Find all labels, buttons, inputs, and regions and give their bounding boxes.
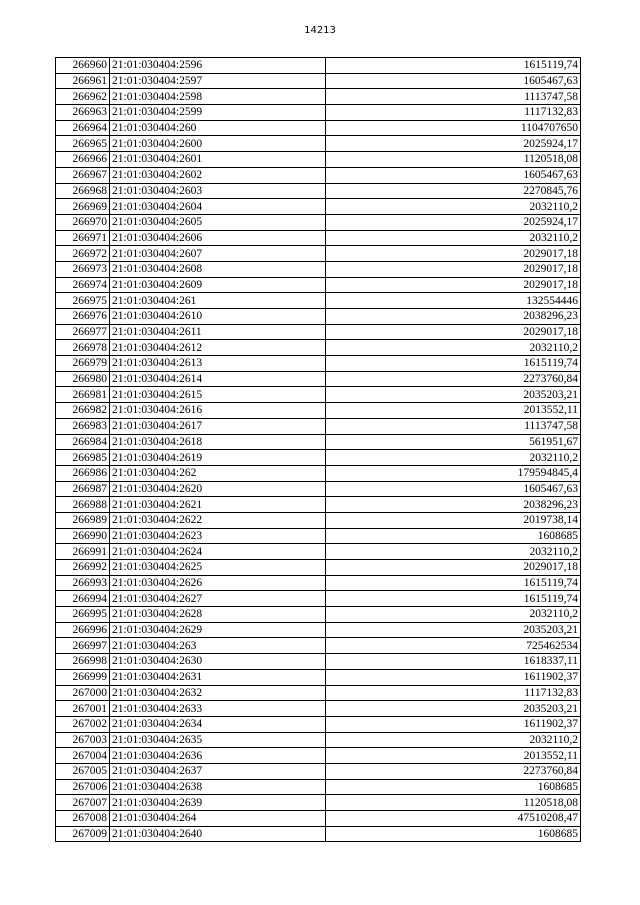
page-number: 14213 xyxy=(304,25,336,36)
row-id-cell: 266984 xyxy=(56,434,110,450)
table-row xyxy=(56,73,581,89)
row-id-cell: 266976 xyxy=(56,309,110,325)
cadastral-number-cell: 21:01:030404:2604 xyxy=(110,199,326,215)
cadastral-number-cell: 21:01:030404:2633 xyxy=(110,701,326,717)
table-row xyxy=(56,214,581,230)
cadastral-number-cell: 21:01:030404:2640 xyxy=(110,826,326,842)
cadastral-value-cell: 2029017,18 xyxy=(326,324,581,340)
cadastral-value-cell: 2029017,18 xyxy=(326,246,581,262)
cadastral-number-cell: 21:01:030404:2623 xyxy=(110,528,326,544)
cadastral-value-cell: 2273760,84 xyxy=(326,763,581,779)
table-row xyxy=(56,560,581,576)
cadastral-number-cell: 21:01:030404:2637 xyxy=(110,763,326,779)
cadastral-value-cell: 1608685 xyxy=(326,779,581,795)
table-row xyxy=(56,512,581,528)
cadastral-value-cell: 2038296,23 xyxy=(326,309,581,325)
row-id-cell: 266972 xyxy=(56,246,110,262)
cadastral-number-cell: 21:01:030404:2639 xyxy=(110,795,326,811)
table-row xyxy=(56,669,581,685)
row-id-cell: 267005 xyxy=(56,763,110,779)
cadastral-value-cell: 2035203,21 xyxy=(326,701,581,717)
cadastral-number-cell: 21:01:030404:2603 xyxy=(110,183,326,199)
table-row xyxy=(56,716,581,732)
row-id-cell: 266962 xyxy=(56,89,110,105)
cadastral-number-cell: 21:01:030404:2611 xyxy=(110,324,326,340)
row-id-cell: 266979 xyxy=(56,356,110,372)
cadastral-value-cell: 1618337,11 xyxy=(326,654,581,670)
row-id-cell: 266965 xyxy=(56,136,110,152)
cadastral-number-cell: 21:01:030404:2621 xyxy=(110,497,326,513)
cadastral-value-cell: 1608685 xyxy=(326,528,581,544)
table-row xyxy=(56,544,581,560)
cadastral-number-cell: 21:01:030404:2619 xyxy=(110,450,326,466)
table-row xyxy=(56,89,581,105)
cadastral-value-cell: 2025924,17 xyxy=(326,136,581,152)
table-row xyxy=(56,638,581,654)
cadastral-number-cell: 21:01:030404:2608 xyxy=(110,261,326,277)
cadastral-number-cell: 21:01:030404:2609 xyxy=(110,277,326,293)
cadastral-number-cell: 21:01:030404:2628 xyxy=(110,607,326,623)
cadastral-value-cell: 2038296,23 xyxy=(326,497,581,513)
row-id-cell: 267009 xyxy=(56,826,110,842)
row-id-cell: 266987 xyxy=(56,481,110,497)
cadastral-value-cell: 2032110,2 xyxy=(326,340,581,356)
cadastral-number-cell: 21:01:030404:2596 xyxy=(110,58,326,74)
cadastral-number-cell: 21:01:030404:2615 xyxy=(110,387,326,403)
cadastral-value-cell: 2032110,2 xyxy=(326,607,581,623)
row-id-cell: 266964 xyxy=(56,120,110,136)
table-row xyxy=(56,654,581,670)
cadastral-value-cell: 179594845,4 xyxy=(326,465,581,481)
cadastral-number-cell: 21:01:030404:2632 xyxy=(110,685,326,701)
row-id-cell: 267008 xyxy=(56,811,110,827)
cadastral-value-cell: 2029017,18 xyxy=(326,277,581,293)
table-row xyxy=(56,58,581,74)
table-row xyxy=(56,826,581,842)
cadastral-value-cell: 1615119,74 xyxy=(326,575,581,591)
cadastral-number-cell: 21:01:030404:2607 xyxy=(110,246,326,262)
row-id-cell: 266961 xyxy=(56,73,110,89)
cadastral-value-cell: 2029017,18 xyxy=(326,560,581,576)
table-row xyxy=(56,607,581,623)
cadastral-number-cell: 21:01:030404:2625 xyxy=(110,560,326,576)
table-row xyxy=(56,387,581,403)
table-row xyxy=(56,481,581,497)
row-id-cell: 266966 xyxy=(56,152,110,168)
cadastral-number-cell: 21:01:030404:2630 xyxy=(110,654,326,670)
cadastral-value-cell: 2029017,18 xyxy=(326,261,581,277)
table-row xyxy=(56,371,581,387)
cadastral-number-cell: 21:01:030404:2622 xyxy=(110,512,326,528)
row-id-cell: 266991 xyxy=(56,544,110,560)
cadastral-value-cell: 47510208,47 xyxy=(326,811,581,827)
table-row xyxy=(56,575,581,591)
cadastral-value-cell: 2032110,2 xyxy=(326,230,581,246)
table-body xyxy=(56,58,581,842)
cadastral-value-cell: 132554446 xyxy=(326,293,581,309)
cadastral-value-cell: 1120518,08 xyxy=(326,795,581,811)
row-id-cell: 266996 xyxy=(56,622,110,638)
cadastral-value-cell: 2273760,84 xyxy=(326,371,581,387)
table-row xyxy=(56,105,581,121)
table-row xyxy=(56,136,581,152)
cadastral-value-cell: 1605467,63 xyxy=(326,167,581,183)
table-row xyxy=(56,528,581,544)
cadastral-value-cell: 2035203,21 xyxy=(326,387,581,403)
row-id-cell: 266967 xyxy=(56,167,110,183)
cadastral-value-cell: 1120518,08 xyxy=(326,152,581,168)
cadastral-number-cell: 21:01:030404:2620 xyxy=(110,481,326,497)
row-id-cell: 266969 xyxy=(56,199,110,215)
cadastral-number-cell: 21:01:030404:2598 xyxy=(110,89,326,105)
cadastral-number-cell: 21:01:030404:2635 xyxy=(110,732,326,748)
row-id-cell: 266978 xyxy=(56,340,110,356)
cadastral-value-cell: 1605467,63 xyxy=(326,481,581,497)
row-id-cell: 266988 xyxy=(56,497,110,513)
row-id-cell: 266960 xyxy=(56,58,110,74)
table-row xyxy=(56,622,581,638)
cadastral-value-cell: 2035203,21 xyxy=(326,622,581,638)
cadastral-number-cell: 21:01:030404:2612 xyxy=(110,340,326,356)
row-id-cell: 266983 xyxy=(56,418,110,434)
table-row xyxy=(56,434,581,450)
table-row xyxy=(56,230,581,246)
table-row xyxy=(56,465,581,481)
row-id-cell: 266981 xyxy=(56,387,110,403)
cadastral-number-cell: 21:01:030404:2601 xyxy=(110,152,326,168)
cadastral-value-cell: 2270845,76 xyxy=(326,183,581,199)
cadastral-value-cell: 1113747,58 xyxy=(326,89,581,105)
table-row xyxy=(56,701,581,717)
cadastral-value-cell: 2032110,2 xyxy=(326,732,581,748)
row-id-cell: 266985 xyxy=(56,450,110,466)
table-row xyxy=(56,167,581,183)
table-row xyxy=(56,795,581,811)
row-id-cell: 266998 xyxy=(56,654,110,670)
cadastral-number-cell: 21:01:030404:2610 xyxy=(110,309,326,325)
row-id-cell: 266999 xyxy=(56,669,110,685)
cadastral-value-table xyxy=(55,57,581,842)
cadastral-value-cell: 1104707650 xyxy=(326,120,581,136)
cadastral-number-cell: 21:01:030404:2613 xyxy=(110,356,326,372)
table-row xyxy=(56,199,581,215)
cadastral-number-cell: 21:01:030404:2618 xyxy=(110,434,326,450)
cadastral-value-cell: 1615119,74 xyxy=(326,58,581,74)
table-row xyxy=(56,309,581,325)
table-row xyxy=(56,261,581,277)
row-id-cell: 266990 xyxy=(56,528,110,544)
cadastral-number-cell: 21:01:030404:2636 xyxy=(110,748,326,764)
cadastral-number-cell: 21:01:030404:2617 xyxy=(110,418,326,434)
cadastral-value-cell: 2032110,2 xyxy=(326,544,581,560)
cadastral-value-cell: 1611902,37 xyxy=(326,716,581,732)
cadastral-number-cell: 21:01:030404:264 xyxy=(110,811,326,827)
cadastral-value-cell: 1117132,83 xyxy=(326,685,581,701)
row-id-cell: 266975 xyxy=(56,293,110,309)
row-id-cell: 267002 xyxy=(56,716,110,732)
row-id-cell: 266989 xyxy=(56,512,110,528)
table-row xyxy=(56,497,581,513)
table-row xyxy=(56,763,581,779)
cadastral-number-cell: 21:01:030404:2600 xyxy=(110,136,326,152)
row-id-cell: 267000 xyxy=(56,685,110,701)
cadastral-value-cell: 2019738,14 xyxy=(326,512,581,528)
cadastral-number-cell: 21:01:030404:2602 xyxy=(110,167,326,183)
table-row xyxy=(56,183,581,199)
cadastral-value-cell: 1605467,63 xyxy=(326,73,581,89)
cadastral-value-cell: 1117132,83 xyxy=(326,105,581,121)
cadastral-number-cell: 21:01:030404:2616 xyxy=(110,403,326,419)
table-row xyxy=(56,277,581,293)
row-id-cell: 266963 xyxy=(56,105,110,121)
row-id-cell: 266995 xyxy=(56,607,110,623)
cadastral-number-cell: 21:01:030404:2629 xyxy=(110,622,326,638)
cadastral-number-cell: 21:01:030404:2627 xyxy=(110,591,326,607)
cadastral-number-cell: 21:01:030404:2597 xyxy=(110,73,326,89)
cadastral-value-cell: 2013552,11 xyxy=(326,748,581,764)
table-row xyxy=(56,732,581,748)
row-id-cell: 267004 xyxy=(56,748,110,764)
cadastral-value-cell: 1608685 xyxy=(326,826,581,842)
table-row xyxy=(56,403,581,419)
row-id-cell: 266992 xyxy=(56,560,110,576)
table-row xyxy=(56,340,581,356)
table-row xyxy=(56,685,581,701)
row-id-cell: 266986 xyxy=(56,465,110,481)
row-id-cell: 266974 xyxy=(56,277,110,293)
cadastral-value-cell: 2013552,11 xyxy=(326,403,581,419)
cadastral-value-cell: 561951,67 xyxy=(326,434,581,450)
cadastral-value-cell: 1615119,74 xyxy=(326,591,581,607)
cadastral-number-cell: 21:01:030404:2599 xyxy=(110,105,326,121)
table-row xyxy=(56,418,581,434)
cadastral-value-cell: 1113747,58 xyxy=(326,418,581,434)
cadastral-value-cell: 2032110,2 xyxy=(326,450,581,466)
row-id-cell: 267003 xyxy=(56,732,110,748)
row-id-cell: 266977 xyxy=(56,324,110,340)
cadastral-number-cell: 21:01:030404:2614 xyxy=(110,371,326,387)
table-row xyxy=(56,450,581,466)
cadastral-number-cell: 21:01:030404:261 xyxy=(110,293,326,309)
table-row xyxy=(56,811,581,827)
cadastral-value-cell: 1615119,74 xyxy=(326,356,581,372)
table-row xyxy=(56,246,581,262)
row-id-cell: 267006 xyxy=(56,779,110,795)
row-id-cell: 266970 xyxy=(56,214,110,230)
cadastral-number-cell: 21:01:030404:263 xyxy=(110,638,326,654)
row-id-cell: 267007 xyxy=(56,795,110,811)
row-id-cell: 266973 xyxy=(56,261,110,277)
row-id-cell: 266980 xyxy=(56,371,110,387)
table-row xyxy=(56,748,581,764)
cadastral-number-cell: 21:01:030404:2626 xyxy=(110,575,326,591)
cadastral-number-cell: 21:01:030404:2605 xyxy=(110,214,326,230)
cadastral-number-cell: 21:01:030404:2631 xyxy=(110,669,326,685)
cadastral-number-cell: 21:01:030404:2638 xyxy=(110,779,326,795)
row-id-cell: 266968 xyxy=(56,183,110,199)
table-row xyxy=(56,152,581,168)
row-id-cell: 266971 xyxy=(56,230,110,246)
cadastral-number-cell: 21:01:030404:260 xyxy=(110,120,326,136)
table-row xyxy=(56,356,581,372)
row-id-cell: 267001 xyxy=(56,701,110,717)
cadastral-value-cell: 2025924,17 xyxy=(326,214,581,230)
table-row xyxy=(56,779,581,795)
row-id-cell: 266993 xyxy=(56,575,110,591)
table-row xyxy=(56,324,581,340)
table-row xyxy=(56,591,581,607)
cadastral-value-cell: 2032110,2 xyxy=(326,199,581,215)
cadastral-number-cell: 21:01:030404:2634 xyxy=(110,716,326,732)
cadastral-number-cell: 21:01:030404:2606 xyxy=(110,230,326,246)
row-id-cell: 266994 xyxy=(56,591,110,607)
cadastral-value-cell: 1611902,37 xyxy=(326,669,581,685)
cadastral-number-cell: 21:01:030404:262 xyxy=(110,465,326,481)
row-id-cell: 266982 xyxy=(56,403,110,419)
table-row xyxy=(56,120,581,136)
cadastral-number-cell: 21:01:030404:2624 xyxy=(110,544,326,560)
cadastral-value-cell: 725462534 xyxy=(326,638,581,654)
table-row xyxy=(56,293,581,309)
row-id-cell: 266997 xyxy=(56,638,110,654)
